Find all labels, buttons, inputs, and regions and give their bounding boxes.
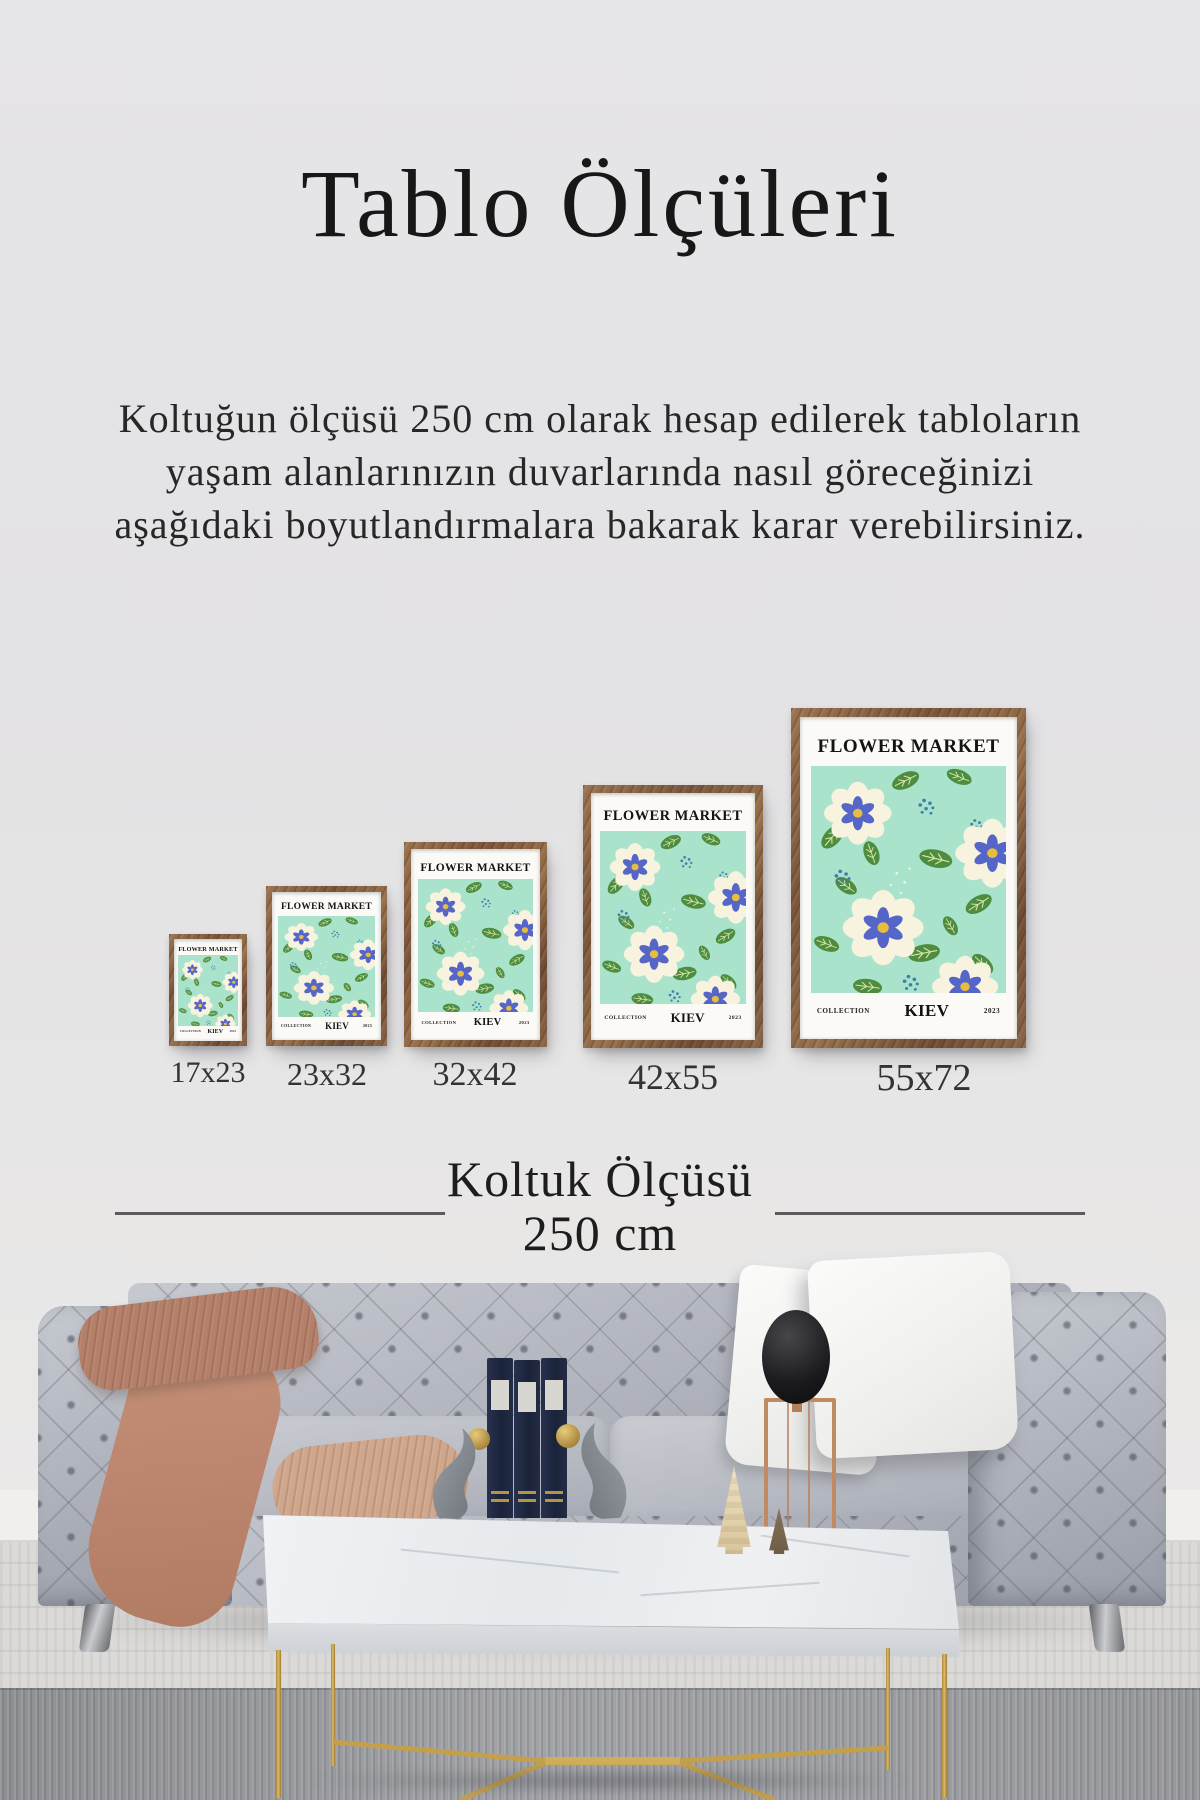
poster-city: KIEV xyxy=(670,1009,705,1025)
intro-line-1: Koltuğun ölçüsü 250 cm olarak hesap edilerek tabloların xyxy=(118,396,1082,441)
poster-year: 2023 xyxy=(518,1020,530,1025)
flower-art-svg xyxy=(418,879,533,1012)
poster-footer xyxy=(811,993,1006,1028)
book-1 xyxy=(487,1358,513,1518)
poster-year: 2023 xyxy=(229,1030,237,1033)
poster-title: FLOWER MARKET xyxy=(817,736,1000,757)
poster-collection-label: COLLECTION xyxy=(179,1030,201,1033)
seal-bookend-right xyxy=(566,1418,638,1520)
poster-frame-23x32 xyxy=(266,886,387,1046)
poster-mat xyxy=(800,717,1017,1039)
flower-art-svg xyxy=(178,955,238,1026)
seal-bookend-left xyxy=(424,1424,488,1520)
poster-frame-32x42 xyxy=(404,842,547,1047)
poster-collection-label: COLLECTION xyxy=(604,1014,647,1021)
intro-line-3: aşağıdaki boyutlandırmalara bakarak karar verebilirsiniz. xyxy=(114,502,1086,547)
flower-art-svg xyxy=(600,831,746,1004)
poster-frame-55x72 xyxy=(791,708,1026,1048)
poster-year: 2023 xyxy=(983,1006,1001,1015)
flower-art-svg xyxy=(811,766,1006,993)
pillow-right xyxy=(807,1251,1019,1459)
poster-footer xyxy=(418,1012,533,1033)
poster-collection-label: COLLECTION xyxy=(421,1020,457,1025)
poster-title: FLOWER MARKET xyxy=(420,861,531,874)
poster-mat xyxy=(174,939,242,1041)
size-label-32x42: 32x42 xyxy=(432,1056,518,1093)
poster-title: FLOWER MARKET xyxy=(603,808,743,824)
poster-collection-label: COLLECTION xyxy=(280,1023,312,1028)
poster-footer xyxy=(600,1004,746,1031)
poster-title: FLOWER MARKET xyxy=(280,902,373,912)
table-shadow xyxy=(300,1768,920,1794)
poster-year: 2023 xyxy=(728,1014,742,1021)
size-label-42x55: 42x55 xyxy=(628,1057,718,1097)
poster-art xyxy=(811,766,1006,993)
poster-frame-42x55 xyxy=(583,785,763,1048)
poster-art xyxy=(278,916,375,1017)
poster-city: KIEV xyxy=(904,1000,950,1020)
poster-mat xyxy=(272,892,381,1040)
black-sphere-lamp xyxy=(762,1310,830,1404)
poster-city: KIEV xyxy=(207,1028,224,1035)
poster-title: FLOWER MARKET xyxy=(178,945,238,953)
poster-mat xyxy=(411,849,540,1040)
poster-city: KIEV xyxy=(473,1017,502,1028)
poster-year: 2023 xyxy=(362,1023,373,1028)
page-title: Tablo Ölçüleri xyxy=(301,150,899,257)
intro-text xyxy=(0,392,1200,551)
poster-frame-17x23 xyxy=(169,934,247,1046)
book-2 xyxy=(514,1360,540,1518)
size-label-55x72: 55x72 xyxy=(876,1057,972,1099)
poster-footer xyxy=(178,1026,238,1037)
poster-footer xyxy=(278,1017,375,1034)
poster-art xyxy=(600,831,746,1004)
poster-art xyxy=(178,955,238,1026)
size-label-23x32: 23x32 xyxy=(287,1056,367,1092)
poster-art xyxy=(418,879,533,1012)
poster-mat xyxy=(591,793,755,1040)
flower-art-svg xyxy=(278,916,375,1017)
poster-collection-label: COLLECTION xyxy=(816,1006,870,1015)
intro-line-2: yaşam alanlarınızın duvarlarında nasıl göreceğinizi xyxy=(165,449,1035,494)
sofa-size-value: 250 cm xyxy=(522,1205,678,1261)
poster-city: KIEV xyxy=(325,1020,349,1031)
sofa-size-title: Koltuk Ölçüsü xyxy=(446,1151,754,1207)
size-label-17x23: 17x23 xyxy=(170,1056,246,1089)
